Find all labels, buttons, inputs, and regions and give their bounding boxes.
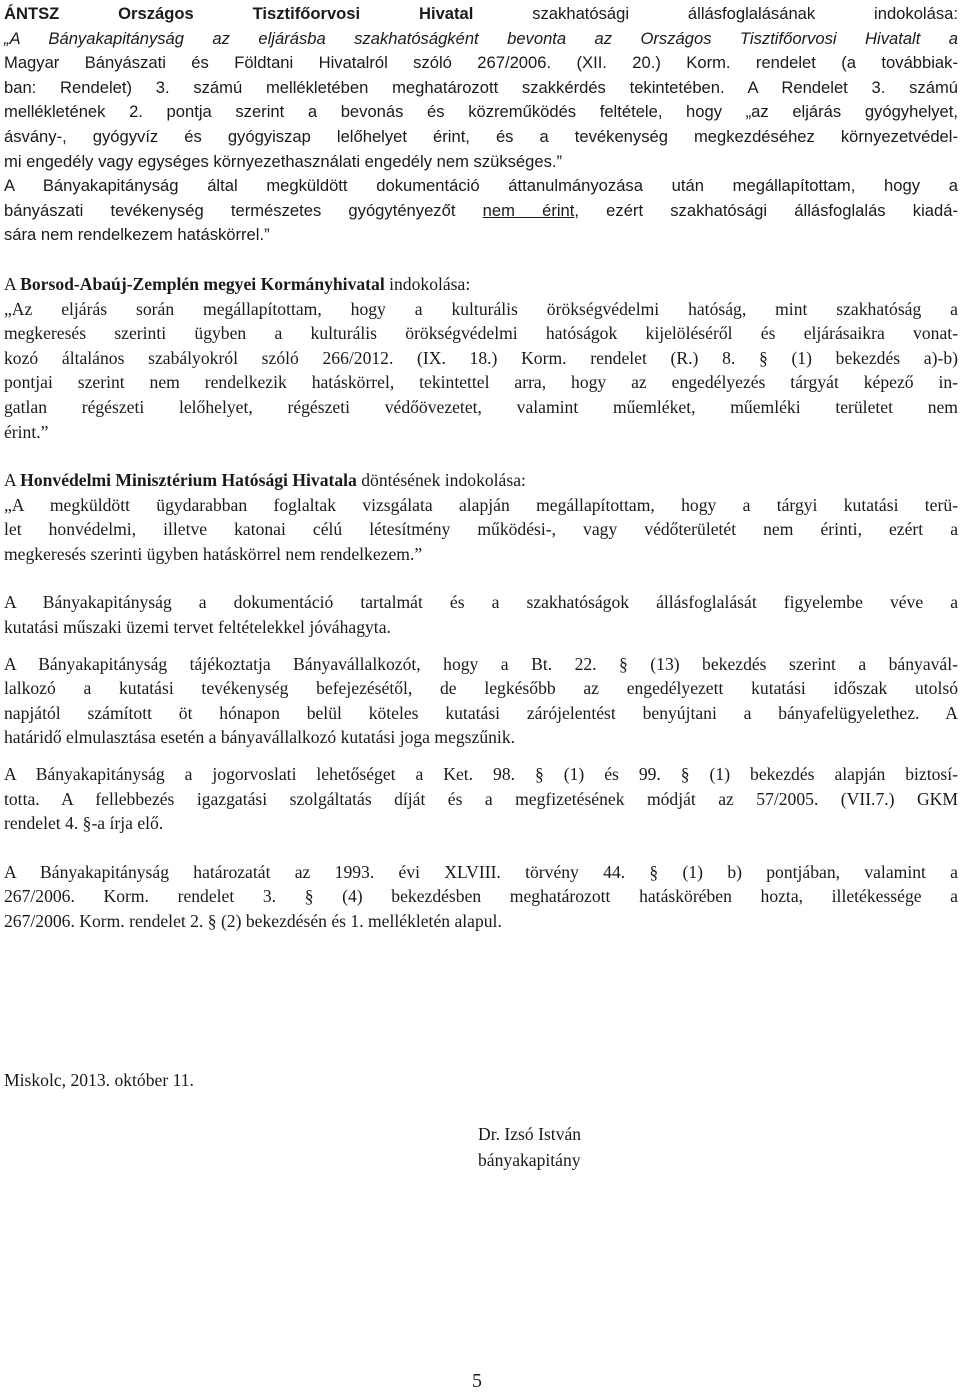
antsz-line-2: Magyar Bányászati és Földtani Hivatalról szóló 267/2006. (XII. 20.) Korm. rendelet (a továbbiak- [4, 53, 958, 73]
honvedelmi-line-1: „A megküldött ügydarabban foglaltak vizsgálata alapján megállapítottam, hogy a tárgyi kutatási terü- [4, 494, 958, 515]
honvedelmi-line-3: megkeresés szerinti ügyben hatáskörrel nem rendelkezem.” [4, 543, 423, 564]
antsz-line-6: mi engedély vagy egységes környezethasználati engedély nem szükséges.” [4, 151, 563, 171]
appeal-line-1: A Bányakapitányság a jogorvoslati lehetőséget a Ket. 98. § (1) és 99. § (1) bekezdés alapján biztosí- [4, 764, 958, 785]
authority-line-1: A Bányakapitányság határozatát az 1993. évi XLVIII. törvény 44. § (1) b) pontjában, valamint a [4, 861, 958, 882]
approval-paragraph [4, 590, 958, 639]
borsod-line-2: megkeresés szerinti ügyben a kulturális örökségvédelmi hatóságok kijelöléséről és eljárásaikra vonat- [4, 323, 958, 344]
info-line-2: lalkozó a kutatási tevékenység befejezésétől, de legkésőbb az engedélyezett kutatási időszak utolsó [4, 678, 958, 699]
antsz-line-7: A Bányakapitányság által megküldött dokumentáció áttanulmányozása után megállapítottam, hogy a [4, 176, 958, 196]
text-fragment: „A Bányakapitányság az eljárásba szakhatóságként bevonta az Országos Tisztifőorvosi Hivatalt a [4, 28, 958, 48]
text-fragment: döntésének indokolása: [356, 470, 526, 491]
antsz-line-3: ban: Rendelet) 3. számú mellékletében meghatározott szakkérdés tekintetében. A Rendelet 3. számú [4, 77, 958, 97]
appeal-line-3: rendelet 4. §-a írja elő. [4, 813, 164, 834]
borsod-line-5: gatlan régészeti lelőhelyet, régészeti védőövezetet, valamint műemléket, műemléki területet nem [4, 396, 958, 417]
info-line-3: napjától számított öt hónapon belül köteles kutatási zárójelentést benyújtani a bányafelügyelethez. A [4, 702, 958, 723]
text-fragment: bányászati tevékenység természetes gyógytényezőt [4, 200, 483, 220]
signature-block [478, 1121, 581, 1173]
authority-line-3: 267/2006. Korm. rendelet 2. § (2) bekezdésén és 1. mellékletén alapul. [4, 911, 502, 931]
underlined-text: nem érint [482, 200, 575, 220]
borsod-line-3: kozó általános szabályokról szóló 266/2012. (IX. 18.) Korm. rendelet (R.) 8. § (1) bekezdés a)-b) [4, 347, 958, 368]
authority-paragraph [4, 860, 958, 934]
info-line-1: A Bányakapitányság tájékoztatja Bányavállalkozót, hogy a Bt. 22. § (13) bekezdés szerint a bányavál- [4, 653, 958, 674]
honvedelmi-line-2: let honvédelmi, illetve katonai célú létesítmény működési-, vagy védőterületét nem érinti, ezért a [4, 519, 958, 540]
honvedelmi-heading-org: Honvédelmi Minisztérium Hatósági Hivatala [20, 470, 357, 491]
place-date: Miskolc, 2013. október 11. [4, 1070, 194, 1090]
document-page [4, 2, 958, 934]
approval-line-1: A Bányakapitányság a dokumentáció tartalmát és a szakhatóságok állásfoglalását figyelembe véve a [4, 592, 958, 613]
borsod-section [4, 272, 958, 444]
borsod-heading [4, 272, 958, 297]
borsod-heading-org: Borsod-Abaúj-Zemplén megyei Kormányhivatal [20, 273, 385, 294]
page-number: 5 [472, 1370, 482, 1392]
text-fragment: A [4, 470, 21, 491]
info-line-4: határidő elmulasztása esetén a bányavállalkozó kutatási joga megszűnik. [4, 727, 516, 748]
signatory-title: bányakapitány [478, 1150, 581, 1170]
antsz-line-4: mellékletének 2. pontja szerint a bevonás és közreműködés feltétele, hogy „az eljárás gyógyhelyet, [4, 102, 958, 122]
signatory-name: Dr. Izsó István [478, 1124, 582, 1144]
info-paragraph [4, 652, 958, 750]
text-fragment: A [4, 273, 21, 294]
antsz-line-8 [4, 199, 958, 224]
borsod-line-4: pontjai szerint nem rendelkezik hatáskörrel, tekintettel arra, hogy az engedélyezés tárgyát képező in- [4, 372, 958, 393]
appeal-paragraph [4, 762, 958, 836]
antsz-section [4, 2, 958, 248]
borsod-line-1: „Az eljárás során megállapítottam, hogy a kulturális örökségvédelmi hatóság, mint szakhatóság a [4, 298, 958, 319]
borsod-line-6: érint.” [4, 421, 49, 442]
approval-line-2: kutatási műszaki üzemi tervet feltételekkel jóváhagyta. [4, 617, 391, 638]
honvedelmi-section [4, 468, 958, 566]
antsz-heading-rest: szakhatósági állásfoglalásának indokolása: [473, 4, 958, 23]
antsz-heading [4, 2, 958, 27]
antsz-line-1 [4, 27, 958, 52]
appeal-line-2: totta. A fellebbezés igazgatási szolgáltatás díját és a megfizetésének módját az 57/2005. (VII.7.) GKM [4, 788, 958, 809]
honvedelmi-heading [4, 468, 958, 493]
text-fragment: indokolása: [384, 273, 471, 294]
antsz-line-9: sára nem rendelkezem hatáskörrel.” [4, 225, 270, 245]
authority-line-2: 267/2006. Korm. rendelet 3. § (4) bekezdésben meghatározott hatáskörében hozta, illetékessége a [4, 886, 958, 907]
antsz-line-5: ásvány-, gyógyvíz és gyógyiszap lelőhelyet érint, és a tevékenység megkezdéséhez környezetvédel- [4, 126, 958, 146]
antsz-heading-org: ÁNTSZ Országos Tisztifőorvosi Hivatal [4, 4, 474, 23]
text-fragment: , ezért szakhatósági állásfoglalás kiadá- [574, 200, 958, 220]
